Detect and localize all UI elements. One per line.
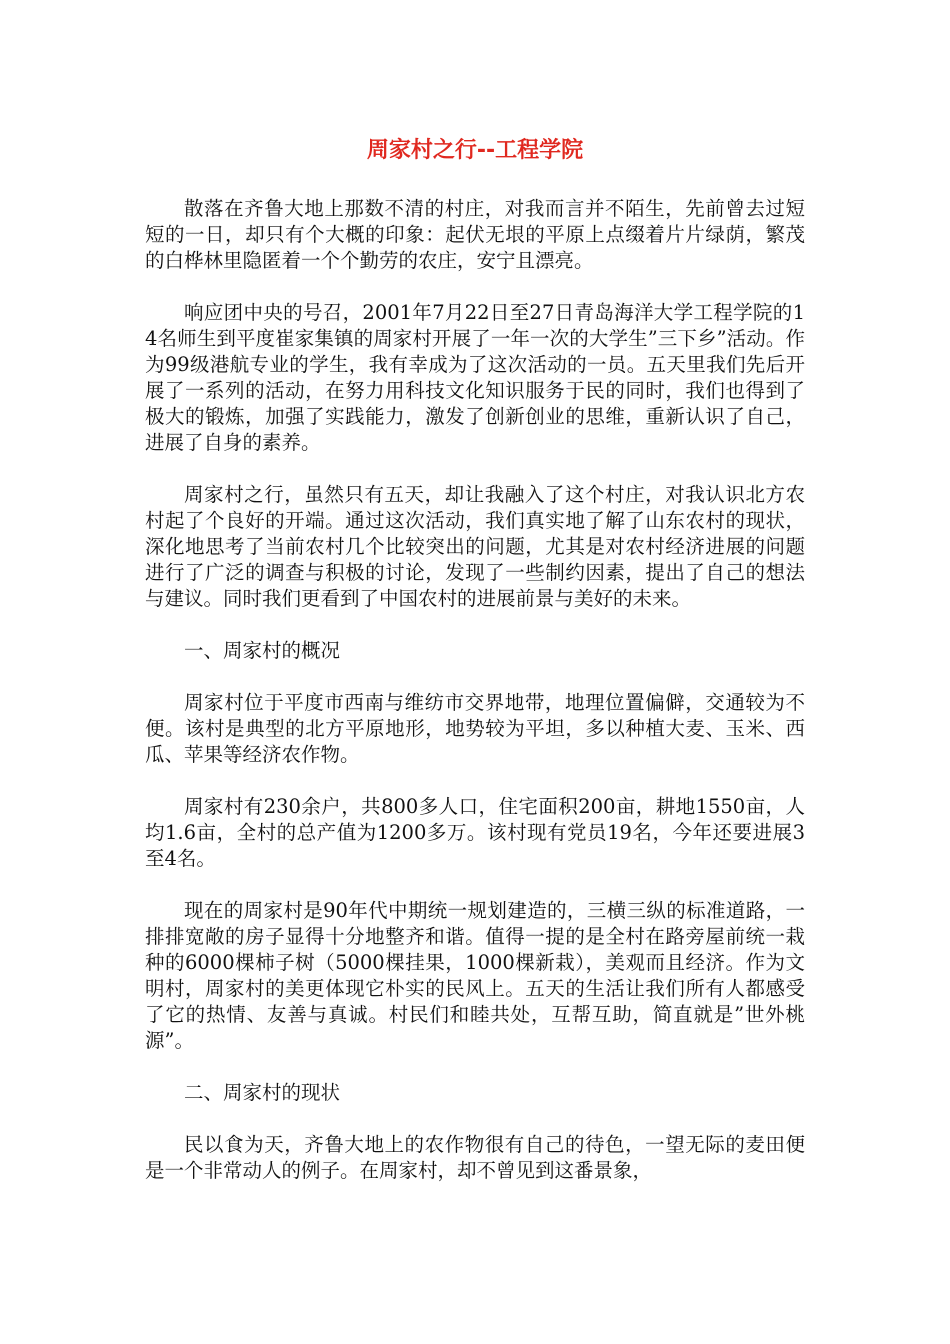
- section-heading-overview: 一、周家村的概况: [184, 639, 341, 662]
- document-body: [145, 196, 805, 1210]
- paragraph-reflection: 周家村之行，虽然只有五天，却让我融入了这个村庄，对我认识北方农村起了个良好的开端。通过这次活动，我们真实地了解了山东农村的现状，深化地思考了当前农村几个比较突出的问题，尤其是对农村经济进展的问题进行了广泛的调查与积极的讨论，发现了一些制约因素，提出了自己的想法与建议。同时我们更看到了中国农村的进展前景与美好的未来。: [145, 483, 805, 610]
- paragraph-intro: 散落在齐鲁大地上那数不清的村庄，对我而言并不陌生，先前曾去过短短的一日，却只有个大概的印象：起伏无垠的平原上点缀着片片绿荫，繁茂的白桦林里隐匿着一个个勤劳的农庄，安宁且漂亮。: [145, 197, 805, 272]
- paragraph-statistics: 周家村有230余户，共800多人口，住宅面积200亩，耕地1550亩，人均1.6亩，全村的总产值为1200多万。该村现有党员19名，今年还要进展3至4名。: [145, 795, 805, 870]
- paragraph-crops: 民以食为天，齐鲁大地上的农作物很有自己的待色，一望无际的麦田便是一个非常动人的例子。在周家村，却不曾见到这番景象，: [145, 1133, 805, 1182]
- document-title: 周家村之行--工程学院: [366, 138, 584, 163]
- section-heading-status: 二、周家村的现状: [184, 1081, 341, 1104]
- paragraph-location: 周家村位于平度市西南与维纺市交界地带，地理位置偏僻，交通较为不便。该村是典型的北方平原地形，地势较为平坦，多以种植大麦、玉米、西瓜、苹果等经济农作物。: [145, 691, 805, 766]
- paragraph-activity: 响应团中央的号召，2001年7月22日至27日青岛海洋大学工程学院的14名师生到平度崔家集镇的周家村开展了一年一次的大学生”三下乡”活动。作为99级港航专业的学生，我有幸成为了这次活动的一员。五天里我们先后开展了一系列的活动，在努力用科技文化知识服务于民的同时，我们也得到了极大的锻炼，加强了实践能力，激发了创新创业的思维，重新认识了自己，进展了自身的素养。: [145, 301, 805, 454]
- paragraph-village-description: 现在的周家村是90年代中期统一规划建造的，三横三纵的标准道路，一排排宽敞的房子显得十分地整齐和谐。值得一提的是全村在路旁屋前统一栽种的6000棵柿子树（5000棵挂果，1000棵新栽），美观而且经济。作为文明村，周家村的美更体现它朴实的民风上。五天的生活让我们所有人都感受了它的热情、友善与真诚。村民们和睦共处，互帮互助，简直就是”世外桃源”。: [145, 899, 805, 1052]
